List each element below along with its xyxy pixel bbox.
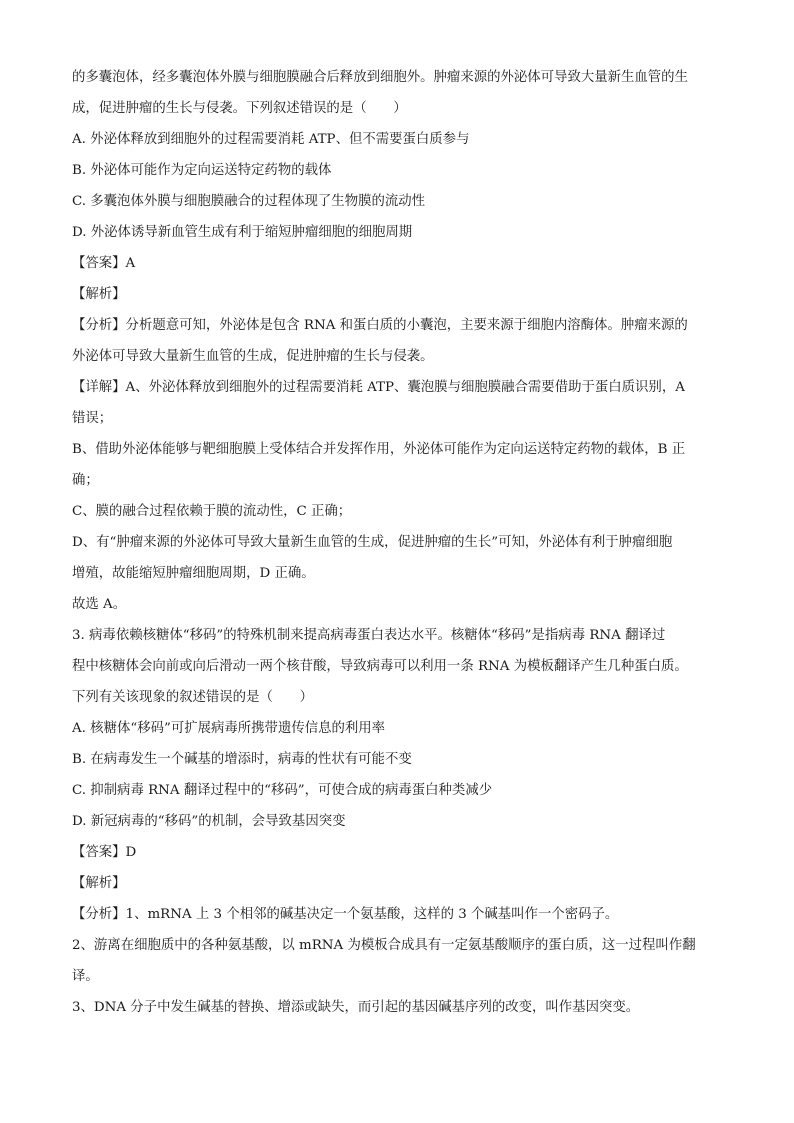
analysis-label: 【解析】 [72, 287, 126, 302]
text-line: 错误； [72, 411, 113, 426]
text-line: 外泌体可导致大量新生血管的生成，促进肿瘤的生长与侵袭。 [72, 349, 434, 364]
document-body [72, 62, 722, 1023]
text-line: 故选 A。 [72, 597, 127, 612]
text-line: 下列有关该现象的叙述错误的是（ ） [72, 690, 314, 705]
option-c: C. 多囊泡体外膜与细胞膜融合的过程体现了生物膜的流动性 [72, 194, 426, 209]
text-line: 3、DNA 分子中发生碱基的替换、增添或缺失，而引起的基因碱基序列的改变，叫作基因突变。 [72, 1000, 640, 1015]
option-b: B. 在病毒发生一个碱基的增添时，病毒的性状有可能不变 [72, 752, 412, 767]
text-line: B、借助外泌体能够与靶细胞膜上受体结合并发挥作用，外泌体可能作为定向运送特定药物的载体，B 正 [72, 442, 686, 457]
text-line: 【分析】分析题意可知，外泌体是包含 RNA 和蛋白质的小囊泡，主要来源于细胞内溶酶体。肿瘤来源的 [72, 318, 688, 333]
option-a: A. 核糖体“移码”可扩展病毒所携带遗传信息的利用率 [72, 721, 386, 736]
text-line: 译。 [72, 969, 99, 984]
text-line: 增殖，故能缩短肿瘤细胞周期，D 正确。 [72, 566, 315, 581]
text-line: 2、游离在细胞质中的各种氨基酸，以 mRNA 为模板合成具有一定氨基酸顺序的蛋白质，这一过程叫作翻 [72, 938, 696, 953]
option-b: B. 外泌体可能作为定向运送特定药物的载体 [72, 163, 332, 178]
text-line: 确； [72, 473, 99, 488]
option-c: C. 抑制病毒 RNA 翻译过程中的“移码”，可使合成的病毒蛋白种类减少 [72, 783, 493, 798]
option-d: D. 新冠病毒的“移码”的机制，会导致基因突变 [72, 814, 346, 829]
analysis-label: 【解析】 [72, 876, 126, 891]
answer-label: 【答案】A [72, 256, 136, 271]
answer-label: 【答案】D [72, 845, 137, 860]
option-d: D. 外泌体诱导新血管生成有利于缩短肿瘤细胞的细胞周期 [72, 225, 413, 240]
text-line: 成，促进肿瘤的生长与侵袭。下列叙述错误的是（ ） [72, 101, 407, 116]
text-line: D、有“肿瘤来源的外泌体可导致大量新生血管的生成，促进肿瘤的生长”可知，外泌体有利于肿瘤细胞 [72, 535, 673, 550]
question-3: 3. 病毒依赖核糖体“移码”的特殊机制来提高病毒蛋白表达水平。核糖体“移码”是指病毒 RNA 翻译过 [72, 628, 666, 643]
text-line: 【详解】A、外泌体释放到细胞外的过程需要消耗 ATP、囊泡膜与细胞膜融合需要借助于蛋白质识别，A [72, 380, 685, 395]
text-line: 的多囊泡体，经多囊泡体外膜与细胞膜融合后释放到细胞外。肿瘤来源的外泌体可导致大量新生血管的生 [72, 70, 688, 85]
option-a: A. 外泌体释放到细胞外的过程需要消耗 ATP、但不需要蛋白质参与 [72, 132, 470, 147]
text-line: C、膜的融合过程依赖于膜的流动性，C 正确； [72, 504, 352, 519]
text-line: 【分析】1、mRNA 上 3 个相邻的碱基决定一个氨基酸，这样的 3 个碱基叫作一个密码子。 [72, 907, 619, 922]
text-line: 程中核糖体会向前或向后滑动一两个核苷酸，导致病毒可以利用一条 RNA 为模板翻译产生几种蛋白质。 [72, 659, 688, 674]
